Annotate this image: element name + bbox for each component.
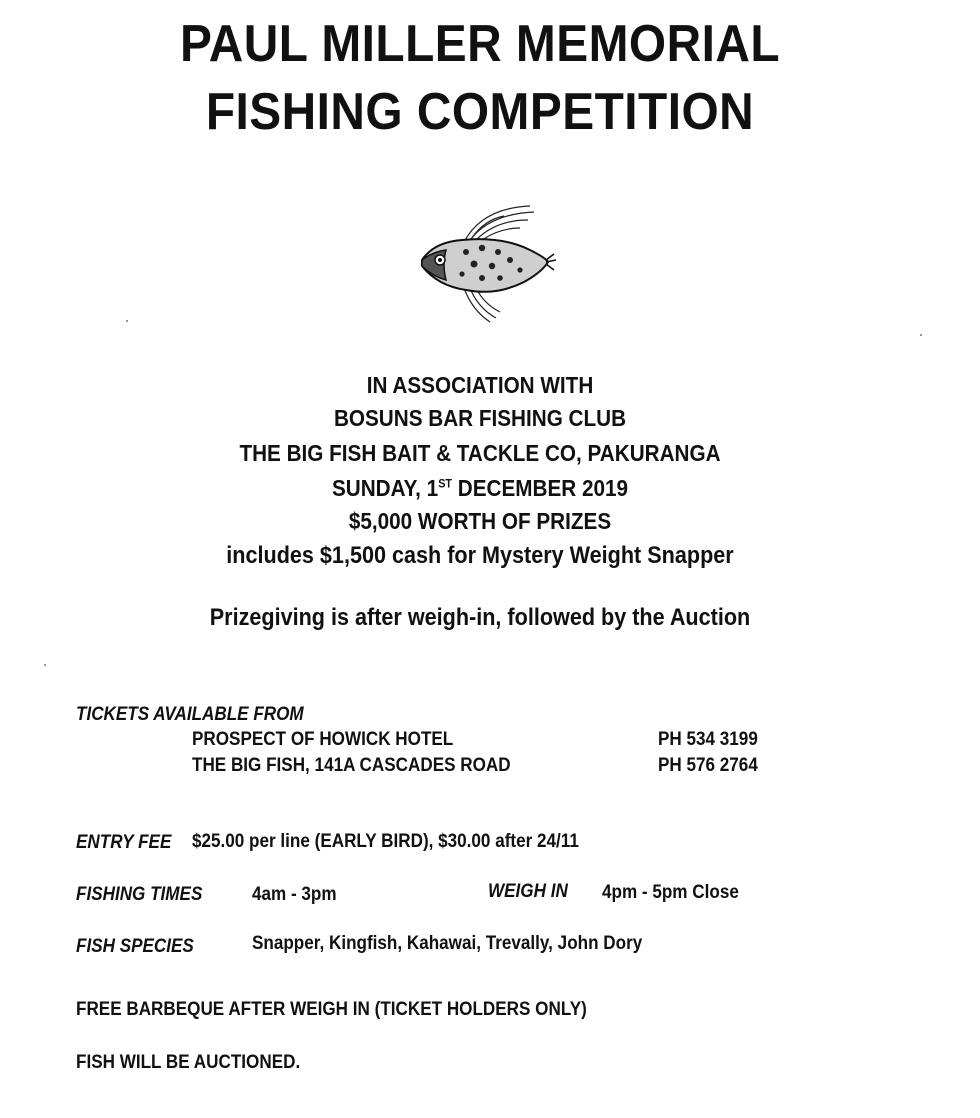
ticket-venue-1: PROSPECT OF HOWICK HOTEL	[192, 729, 454, 750]
association-club: BOSUNS BAR FISHING CLUB	[333, 405, 627, 431]
weigh-in-label: WEIGH IN	[488, 881, 568, 902]
scan-speck	[44, 664, 46, 666]
fish-species-value: Snapper, Kingfish, Kahawai, Trevally, John Dory	[252, 933, 643, 954]
event-date-prefix: SUNDAY, 1	[331, 475, 439, 501]
ticket-phone-1: PH 534 3199	[658, 729, 758, 750]
fishing-times-value: 4am - 3pm	[252, 884, 337, 905]
event-date-suffix: ST	[438, 476, 453, 491]
barbeque-note: FREE BARBEQUE AFTER WEIGH IN (TICKET HOLDERS ONLY)	[76, 999, 587, 1020]
entry-fee-label: ENTRY FEE	[76, 832, 172, 853]
event-date	[48, 477, 912, 500]
association-heading: IN ASSOCIATION WITH	[366, 372, 594, 398]
ticket-venue-2: THE BIG FISH, 141A CASCADES ROAD	[192, 755, 511, 776]
scan-speck	[920, 334, 922, 336]
scan-speck	[126, 320, 128, 322]
john-dory-fish-icon	[412, 200, 562, 325]
fishing-times-label: FISHING TIMES	[76, 884, 203, 905]
entry-fee-text: $25.00 per line (EARLY BIRD), $30.00 after 24/11	[192, 831, 579, 852]
weigh-in-value: 4pm - 5pm Close	[602, 882, 739, 903]
title-line-2: FISHING COMPETITION	[205, 83, 755, 141]
tickets-label: TICKETS AVAILABLE FROM	[76, 704, 304, 725]
title-line-1: PAUL MILLER MEMORIAL	[179, 15, 781, 73]
auction-note: FISH WILL BE AUCTIONED.	[76, 1052, 301, 1073]
prizes-total: $5,000 WORTH OF PRIZES	[348, 508, 612, 534]
prizegiving-note: Prizegiving is after weigh-in, followed by the Auction	[209, 604, 751, 631]
event-date-rest: DECEMBER 2019	[452, 475, 629, 501]
association-sponsor: THE BIG FISH BAIT & TACKLE CO, PAKURANGA	[239, 440, 721, 466]
ticket-phone-2: PH 576 2764	[658, 755, 758, 776]
mystery-weight-prize: includes $1,500 cash for Mystery Weight Snapper	[226, 542, 734, 569]
fish-species-label: FISH SPECIES	[76, 936, 194, 957]
